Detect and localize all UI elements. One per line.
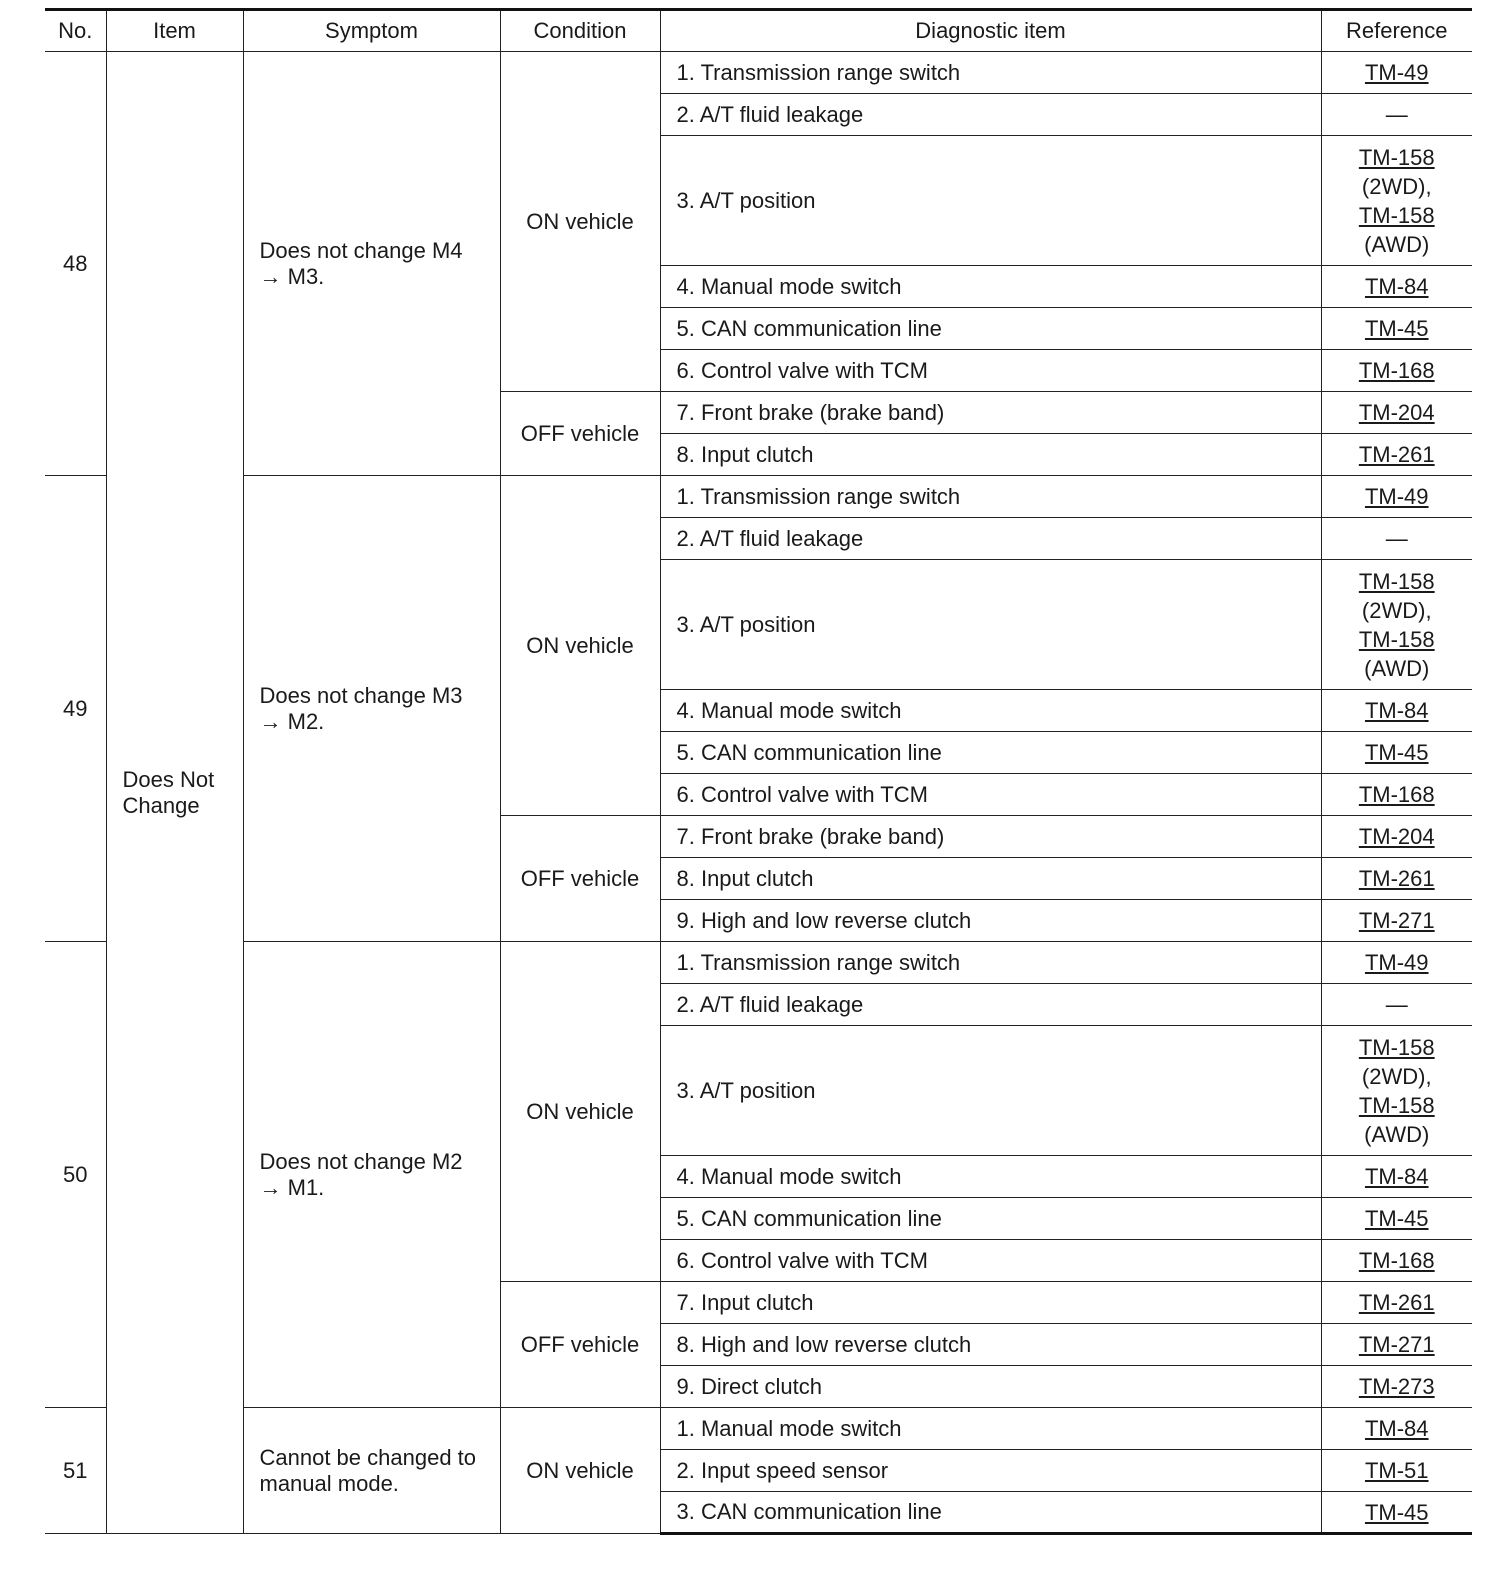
- reference-link[interactable]: TM-45: [1364, 316, 1429, 341]
- reference-cell: [1321, 1198, 1472, 1240]
- reference-link[interactable]: TM-45: [1364, 1499, 1429, 1525]
- reference-link[interactable]: TM-158: [1358, 1092, 1435, 1118]
- row-number: 49: [45, 476, 106, 942]
- reference-cell: [1321, 1240, 1472, 1282]
- reference-cell: [1321, 392, 1472, 434]
- diagnostic-item: 6. Control valve with TCM: [660, 350, 1321, 392]
- reference-link[interactable]: TM-84: [1364, 274, 1429, 299]
- condition-cell: OFF vehicle: [500, 816, 660, 942]
- no-reference-dash: —: [1385, 526, 1408, 551]
- reference-cell: [1321, 1282, 1472, 1324]
- reference-link[interactable]: TM-49: [1364, 60, 1429, 85]
- header-item: Item: [106, 10, 243, 52]
- no-reference-dash: —: [1385, 102, 1408, 127]
- reference-note: (2WD),: [1361, 1063, 1432, 1089]
- diagnostic-item: 8. Input clutch: [660, 434, 1321, 476]
- row-number: 50: [45, 942, 106, 1408]
- reference-cell: [1321, 1026, 1472, 1156]
- diagnostic-item: 6. Control valve with TCM: [660, 1240, 1321, 1282]
- reference-note: (AWD): [1364, 655, 1430, 681]
- reference-link[interactable]: TM-168: [1358, 358, 1435, 383]
- diagnostic-item: 2. A/T fluid leakage: [660, 518, 1321, 560]
- reference-link[interactable]: TM-168: [1358, 1248, 1435, 1273]
- reference-cell: [1321, 434, 1472, 476]
- diagnostic-item: 3. A/T position: [660, 136, 1321, 266]
- diagnostic-item: 3. CAN communication line: [660, 1492, 1321, 1534]
- no-reference-dash: —: [1385, 992, 1408, 1017]
- reference-cell: [1321, 136, 1472, 266]
- diagnostic-item: 3. A/T position: [660, 1026, 1321, 1156]
- reference-cell: [1321, 690, 1472, 732]
- reference-cell: [1321, 984, 1472, 1026]
- reference-cell: [1321, 900, 1472, 942]
- reference-link[interactable]: TM-158: [1358, 144, 1435, 170]
- diagnostic-item: 4. Manual mode switch: [660, 266, 1321, 308]
- header-condition: Condition: [500, 10, 660, 52]
- diagnostic-item: 7. Front brake (brake band): [660, 392, 1321, 434]
- reference-cell: [1321, 266, 1472, 308]
- diagnostic-item: 7. Input clutch: [660, 1282, 1321, 1324]
- reference-cell: [1321, 858, 1472, 900]
- diagnostic-item: 2. Input speed sensor: [660, 1450, 1321, 1492]
- reference-link[interactable]: TM-51: [1364, 1458, 1429, 1483]
- table-row: [45, 942, 1472, 984]
- row-number: 48: [45, 52, 106, 476]
- table-row: [45, 1408, 1472, 1450]
- diagnostic-item: 1. Transmission range switch: [660, 476, 1321, 518]
- reference-link[interactable]: TM-158: [1358, 202, 1435, 228]
- header-no: No.: [45, 10, 106, 52]
- reference-cell: [1321, 816, 1472, 858]
- header-symptom: Symptom: [243, 10, 500, 52]
- diagnostic-item: 2. A/T fluid leakage: [660, 984, 1321, 1026]
- reference-link[interactable]: TM-204: [1358, 824, 1435, 849]
- diagnostic-item: 4. Manual mode switch: [660, 690, 1321, 732]
- reference-link[interactable]: TM-45: [1364, 1206, 1429, 1231]
- reference-link[interactable]: TM-49: [1364, 950, 1429, 975]
- reference-link[interactable]: TM-84: [1364, 1164, 1429, 1189]
- reference-cell: [1321, 732, 1472, 774]
- reference-cell: [1321, 560, 1472, 690]
- header-reference: Reference: [1321, 10, 1472, 52]
- condition-cell: ON vehicle: [500, 476, 660, 816]
- reference-link[interactable]: TM-204: [1358, 400, 1435, 425]
- reference-link[interactable]: TM-261: [1358, 866, 1435, 891]
- reference-link[interactable]: TM-261: [1358, 442, 1435, 467]
- reference-cell: [1321, 476, 1472, 518]
- item-cell: Does Not Change: [106, 52, 243, 1534]
- header-diagnostic-item: Diagnostic item: [660, 10, 1321, 52]
- table-row: [45, 476, 1472, 518]
- diagnostic-item: 7. Front brake (brake band): [660, 816, 1321, 858]
- reference-link[interactable]: TM-158: [1358, 568, 1435, 594]
- reference-cell: [1321, 518, 1472, 560]
- reference-link[interactable]: TM-45: [1364, 740, 1429, 765]
- symptom-cell: Does not change M4 → M3.: [243, 52, 500, 476]
- reference-link[interactable]: TM-271: [1358, 908, 1435, 933]
- reference-cell: [1321, 350, 1472, 392]
- reference-link[interactable]: TM-273: [1358, 1374, 1435, 1399]
- diagnostic-item: 8. Input clutch: [660, 858, 1321, 900]
- symptom-cell: Does not change M2 → M1.: [243, 942, 500, 1408]
- reference-cell: [1321, 308, 1472, 350]
- reference-link[interactable]: TM-84: [1364, 698, 1429, 723]
- diagnostic-item: 1. Manual mode switch: [660, 1408, 1321, 1450]
- reference-note: (2WD),: [1361, 173, 1432, 199]
- symptom-cell: Cannot be changed to manual mode.: [243, 1408, 500, 1534]
- reference-note: (AWD): [1364, 1121, 1430, 1147]
- diagnostic-item: 6. Control valve with TCM: [660, 774, 1321, 816]
- diagnostic-item: 5. CAN communication line: [660, 1198, 1321, 1240]
- symptom-cell: Does not change M3 → M2.: [243, 476, 500, 942]
- diagnostic-item: 1. Transmission range switch: [660, 52, 1321, 94]
- reference-cell: [1321, 1450, 1472, 1492]
- reference-cell: [1321, 1492, 1472, 1534]
- reference-link[interactable]: TM-271: [1358, 1332, 1435, 1357]
- reference-cell: [1321, 1408, 1472, 1450]
- diagnostic-item: 5. CAN communication line: [660, 308, 1321, 350]
- condition-cell: ON vehicle: [500, 942, 660, 1282]
- reference-cell: [1321, 1324, 1472, 1366]
- diagnostic-item: 3. A/T position: [660, 560, 1321, 690]
- reference-cell: [1321, 774, 1472, 816]
- diagnostic-item: 2. A/T fluid leakage: [660, 94, 1321, 136]
- diagnostic-item: 4. Manual mode switch: [660, 1156, 1321, 1198]
- reference-link[interactable]: TM-158: [1358, 1034, 1435, 1060]
- reference-link[interactable]: TM-49: [1364, 484, 1429, 509]
- diagnostic-item: 5. CAN communication line: [660, 732, 1321, 774]
- diagnostic-item: 9. High and low reverse clutch: [660, 900, 1321, 942]
- condition-cell: ON vehicle: [500, 1408, 660, 1534]
- reference-cell: [1321, 942, 1472, 984]
- reference-note: (2WD),: [1361, 597, 1432, 623]
- reference-link[interactable]: TM-168: [1358, 782, 1435, 807]
- table-row: [45, 52, 1472, 94]
- reference-cell: [1321, 52, 1472, 94]
- row-number: 51: [45, 1408, 106, 1534]
- reference-link[interactable]: TM-158: [1358, 626, 1435, 652]
- table-body: [45, 52, 1472, 1534]
- diagnostic-item: 9. Direct clutch: [660, 1366, 1321, 1408]
- reference-link[interactable]: TM-261: [1358, 1290, 1435, 1315]
- reference-note: (AWD): [1364, 231, 1430, 257]
- diagnostic-item: 8. High and low reverse clutch: [660, 1324, 1321, 1366]
- condition-cell: OFF vehicle: [500, 392, 660, 476]
- diagnostic-item: 1. Transmission range switch: [660, 942, 1321, 984]
- reference-cell: [1321, 94, 1472, 136]
- condition-cell: ON vehicle: [500, 52, 660, 392]
- condition-cell: OFF vehicle: [500, 1282, 660, 1408]
- diagnosis-table: [45, 8, 1472, 1535]
- reference-cell: [1321, 1156, 1472, 1198]
- reference-cell: [1321, 1366, 1472, 1408]
- header-row: [45, 10, 1472, 52]
- reference-link[interactable]: TM-84: [1364, 1416, 1429, 1441]
